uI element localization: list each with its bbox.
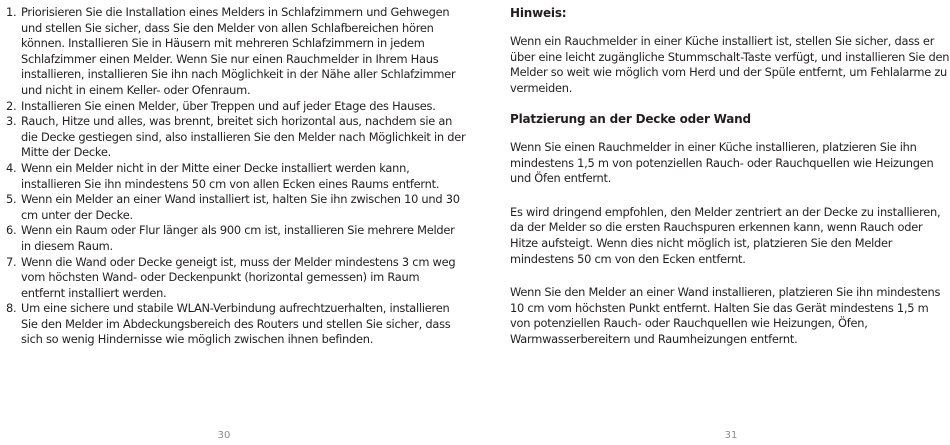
list-item-number: 8. [6,301,17,316]
hint-section [510,6,950,96]
list-item-text: Wenn ein Melder an einer Wand installiert ist, halten Sie ihn zwischen 10 und 30 cm unter der Decke. [21,192,460,222]
list-item [6,161,466,192]
list-item-text: Wenn ein Melder nicht in der Mitte einer Decke installiert werden kann, installieren Sie ihn mindestens 50 cm von allen Ecken eines Raums entfernt. [21,160,440,191]
page-number: 30 [217,430,231,441]
list-item-text: Wenn die Wand oder Decke geneigt ist, muss der Melder mindestens 3 cm weg vom höchsten Wand- oder Deckenpunkt (horizontal gemessen) im Raum entfernt installiert werden. [21,254,456,300]
list-item [6,223,466,254]
list-item-number: 6. [6,223,17,238]
list-item [6,255,466,302]
list-item-number: 1. [6,5,17,19]
list-item-number: 7. [6,254,17,269]
placement-paragraph: Wenn Sie einen Rauchmelder in einer Küche installieren, platzieren Sie ihn mindestens 1,5 m von potenziellen Rauch- oder Rauchquellen wie Heizungen und Öfen entfernt. [510,140,934,186]
list-item-text: Priorisieren Sie die Installation eines Melders in Schlafzimmern und Gehwegen und stellen Sie sicher, dass Sie den Melder von allen Schlafbereichen hören können. Installieren Sie in Häusern mit mehreren Schlafzimmern in jedem Schlafzimmer einen Melder. Wenn Sie nur einen Rauchmelder in Ihrem Haus installieren, installieren Sie ihn nach Möglichkeit in der Nähe aller Schlafzimmer und nicht in einem Keller- oder Ofenraum. [21,5,456,97]
page-number: 31 [724,430,738,441]
list-item [6,192,466,223]
list-item-text: Wenn ein Raum oder Flur länger als 900 cm ist, installieren Sie mehrere Melder in diesem Raum. [21,223,455,253]
list-item [6,99,466,115]
list-item-text: Installieren Sie einen Melder, über Treppen und auf jeder Etage des Hauses. [21,98,436,113]
hint-heading: Hinweis: [510,6,567,20]
list-item-number: 5. [6,192,17,207]
list-item-text: Rauch, Hitze und alles, was brennt, breitet sich horizontal aus, nachdem sie an die Decke gestiegen sind, also installieren Sie den Melder nach Möglichkeit in der Mitte der Decke. [21,114,466,160]
list-item-number: 2. [6,98,17,113]
hint-paragraph: Wenn ein Rauchmelder in einer Küche installiert ist, stellen Sie sicher, dass er über eine leicht zugängliche Stummschalt-Taste verfügt, und installieren Sie den Melder so weit wie möglich vom Herd und der Spüle entfernt, um Fehlalarme zu vermeiden. [510,34,950,95]
placement-section [510,112,950,348]
placement-paragraph: Es wird dringend empfohlen, den Melder zentriert an der Decke zu installieren, da der Melder so die ersten Rauchspuren erkennen kann, wenn Rauch oder Hitze aufsteigt. Wenn dies nicht möglich ist, platzieren Sie den Melder mindestens 50 cm von den Ecken entfernt. [510,204,941,266]
page-right [475,0,950,445]
list-item-text: Um eine sichere und stabile WLAN-Verbindung aufrechtzuerhalten, installieren Sie den Melder im Abdeckungsbereich des Routers und stellen Sie sicher, dass sich so wenig Hindernisse wie möglich zwischen ihnen befinden. [21,301,451,347]
list-item-number: 3. [6,114,17,129]
list-item [6,114,466,161]
installation-list [6,5,466,348]
placement-heading: Platzierung an der Decke oder Wand [510,112,751,126]
list-item [6,5,466,99]
placement-paragraph: Wenn Sie den Melder an einer Wand installieren, platzieren Sie ihn mindestens 10 cm vom höchsten Punkt entfernt. Halten Sie das Gerät mindestens 1,5 m von potenziellen Rauch- oder Rauchquellen wie Heizungen, Öfen, Warmwasserbereitern und Raumheizungen entfernt. [510,285,941,346]
list-item [6,301,466,348]
list-item-number: 4. [6,160,17,175]
